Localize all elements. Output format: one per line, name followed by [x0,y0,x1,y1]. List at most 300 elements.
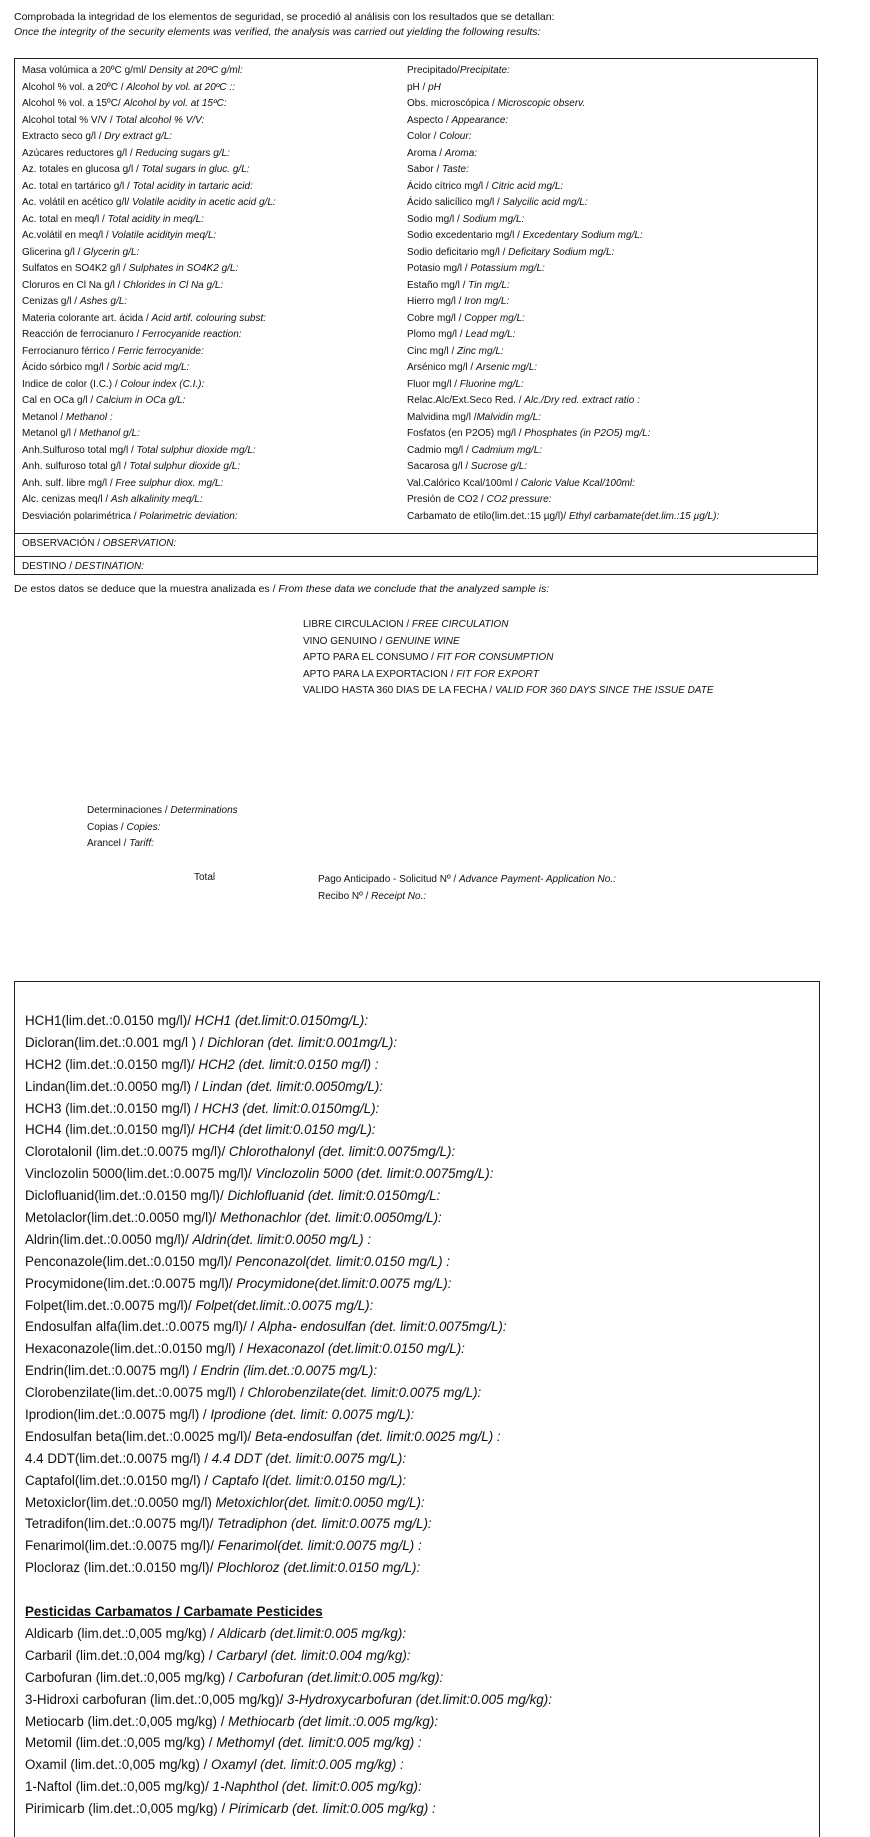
carbamate-row-en: Pirimicarb (det. limit:0.005 mg/kg) : [228,1801,436,1817]
result-row-en: Appearance: [451,114,509,126]
pesticide-row-en: Iprodione (det. limit: 0.0075 mg/L): [210,1407,415,1423]
payment-line [318,889,616,906]
result-row [407,327,719,344]
destination-label-es: DESTINO / [22,561,75,572]
result-row-es: Anh.Sulfuroso total mg/l / [22,444,137,456]
pesticide-row-es: HCH3 (lim.det.:0.0150 mg/l) / [25,1100,203,1116]
result-row-en: Citric acid mg/L: [491,180,564,192]
pesticide-row-en: HCH4 (det limit:0.0150 mg/L): [198,1122,376,1138]
pesticide-row-es: Hexaconazole(lim.det.:0.0150 mg/l) / [25,1341,247,1357]
result-row-en: Sodium mg/L: [462,213,525,225]
pesticide-row-es: Lindan(lim.det.:0.0050 mg/l) / [25,1078,203,1094]
carbamate-row-es: Aldicarb (lim.det.:0,005 mg/kg) / [25,1625,218,1641]
results-table [14,58,818,575]
payment-line-es: Pago Anticipado - Solicitud Nº / [318,874,459,885]
result-row-en: Caloric Value Kcal/100ml: [520,477,635,489]
observation-label-en: OBSERVATION: [102,538,177,549]
result-row-es: Indice de color (I.C.) / [22,378,121,390]
pesticide-row-en: Beta-endosulfan (det. limit:0.0025 mg/L) : [255,1428,501,1444]
carbamate-row-en: Methiocarb (det limit.:0.005 mg/kg): [228,1713,439,1729]
result-row [22,459,276,476]
carbamate-row [25,1711,552,1733]
result-row-es: Ac.volátil en meq/l / [22,230,112,241]
result-row-es: Sodio deficitario mg/l / [407,246,509,258]
result-row-en: Total sugars in gluc. g/L: [141,164,250,175]
results-right-column [407,63,719,525]
pesticide-row-es: Diclofluanid(lim.det.:0.0150 mg/l)/ [25,1188,228,1204]
intro-text [14,10,555,40]
pesticide-row-es: Dicloran(lim.det.:0.001 mg/l ) / [25,1034,208,1050]
pesticide-row-en: Alpha- endosulfan (det. limit:0.0075mg/L): [257,1319,507,1335]
result-row-es: Anh. sulf. libre mg/l / [22,477,116,489]
pesticide-row-es: Aldrin(lim.det.:0.0050 mg/l)/ [25,1231,193,1247]
pesticide-row-es: Captafol(lim.det.:0.0150 mg/l) / [25,1472,212,1488]
result-row-es: Ácido salicílico mg/l / [407,197,503,208]
carbamate-row-es: 1-Naftol (lim.det.:0,005 mg/kg)/ [25,1779,213,1795]
carbamate-row-es: Carbofuran (lim.det.:0,005 mg/kg) / [25,1669,237,1685]
result-row-es: Alcohol % vol. a 20ºC / [22,81,127,93]
pesticide-row-es: Penconazole(lim.det.:0.0150 mg/l)/ [25,1253,236,1269]
result-row-es: Sabor / [407,164,443,175]
result-row-en: Methanol : [65,411,113,423]
fee-item-es: Copias / [87,821,127,833]
pesticide-row-es: Folpet(lim.det.:0.0075 mg/l)/ [25,1297,196,1313]
carbamate-row-en: Methomyl (det. limit:0.005 mg/kg) : [216,1735,422,1751]
result-row-en: CO2 pressure: [486,494,552,505]
verdict-item-es: VALIDO HASTA 360 DIAS DE LA FECHA / [303,685,495,696]
results-left-column [22,63,276,525]
result-row [22,113,276,130]
result-row-en: Tin mg/L: [468,279,510,291]
result-row-en: Alcohol by vol. at 20ºC :: [126,81,235,93]
verdict-item-en: FIT FOR CONSUMPTION [436,652,554,663]
result-row [407,476,719,493]
verdict-item [303,650,714,667]
result-row [407,294,719,311]
pesticide-row [25,1229,552,1251]
result-row-es: Cal en OCa g/l / [22,395,96,406]
result-row-en: Fluorine mg/L: [459,378,524,390]
result-row [22,426,276,443]
result-row-es: Hierro mg/l / [407,296,465,307]
result-row [22,311,276,328]
result-row [407,195,719,212]
pesticide-row-en: Procymidone(det.limit:0.0075 mg/L): [236,1275,452,1291]
pesticide-row-en: Endrin (lim.det.:0.0075 mg/L): [200,1363,378,1379]
result-row-en: Free sulphur diox. mg/L: [115,477,224,489]
result-row-en: Ferrocyanide reaction: [142,329,242,340]
result-row-es: Precipitado/ [407,65,460,76]
result-row-es: Ácido sórbico mg/l / [22,362,113,373]
result-row [22,443,276,460]
result-row-es: Arsénico mg/l / [407,362,476,373]
conclusion-text [14,583,549,595]
result-row [407,63,719,80]
pesticide-row [25,1492,552,1514]
carbamate-row-es: Pirimicarb (lim.det.:0,005 mg/kg) / [25,1801,229,1817]
result-row-es: Masa volúmica a 20ºC g/ml/ [22,65,147,76]
result-row-es: Metanol g/l / [22,428,80,439]
result-row [407,377,719,394]
result-row [407,80,719,97]
result-row-en: Methanol g/L: [79,428,140,439]
result-row-en: Precipitate: [459,65,510,76]
result-row [407,393,719,410]
pesticide-row-en: Folpet(det.limit.:0.0075 mg/L): [195,1297,374,1313]
result-row [407,426,719,443]
result-row-es: Ferrocianuro férrico / [22,345,118,357]
result-row-es: Glicerina g/l / [22,246,84,258]
carbamate-row [25,1667,552,1689]
result-row-es: Estaño mg/l / [407,279,469,291]
pesticide-row-es: HCH4 (lim.det.:0.0150 mg/l)/ [25,1122,199,1138]
result-row [22,360,276,377]
pesticide-row-es: HCH1(lim.det.:0.0150 mg/l)/ [25,1013,195,1028]
pesticide-row-en: 4.4 DDT (det. limit:0.0075 mg/L): [211,1450,407,1466]
result-row [407,162,719,179]
pesticide-row-en: Lindan (det. limit:0.0050mg/L): [202,1078,384,1094]
result-row [407,245,719,262]
result-row [22,492,276,509]
pesticide-row-es: Metoxiclor(lim.det.:0.0050 mg/l) [25,1494,216,1510]
result-row [407,179,719,196]
carbamate-row [25,1645,552,1667]
result-row-en: Excedentary Sodium mg/L: [522,230,643,241]
result-row-en: Taste: [442,164,469,175]
result-row-es: Metanol / [22,411,66,423]
result-row [22,509,276,526]
result-row-es: Val.Calórico Kcal/100ml / [407,477,521,489]
pesticide-row-en: Penconazol(det. limit:0.0150 mg/L) : [235,1253,451,1269]
result-row [22,245,276,262]
result-row-es: Carbamato de etilo(lim.det.:15 µg/l)/ [407,510,569,522]
result-row-en: Microscopic observ. [497,98,586,109]
result-row-en: pH [428,81,441,93]
fee-item-en: Tariff: [129,838,154,849]
result-row-en: Copper mg/L: [464,312,525,324]
result-row-en: Acid artif. colouring subst: [151,312,267,324]
result-row-es: Presión de CO2 / [407,494,487,505]
fee-item-es: Arancel / [87,838,130,849]
result-row-en: Glycerin g/L: [83,246,140,258]
result-row-es: Ac. total en meq/l / [22,213,108,225]
result-row-es: pH / [407,81,429,93]
result-row-en: Total acidity in tartaric acid: [132,180,253,192]
fee-item [87,836,238,853]
pesticide-row-es: Endrin(lim.det.:0.0075 mg/l) / [25,1363,201,1379]
pesticide-row-en: Tetradiphon (det. limit:0.0075 mg/L): [217,1516,432,1532]
pesticide-row [25,1448,552,1470]
result-row-es: Sodio mg/l / [407,213,463,225]
pesticide-row [25,1251,552,1273]
result-row-en: Chlorides in Cl Na g/L: [123,279,224,291]
pesticide-list [25,1010,552,1820]
result-row-es: Materia colorante art. ácida / [22,312,152,324]
pesticide-row-es: Endosulfan beta(lim.det.:0.0025 mg/l)/ [25,1428,256,1444]
carbamate-row [25,1689,552,1711]
result-row-en: Ferric ferrocyanide: [117,345,204,357]
carbamate-heading: Pesticidas Carbamatos / Carbamate Pesticides [25,1604,323,1620]
result-row [22,129,276,146]
pesticide-row-en: Dichloran (det. limit:0.001mg/L): [207,1034,398,1050]
fee-item-es: Determinaciones / [87,805,171,816]
pesticide-row [25,1207,552,1229]
result-row-es: Alcohol % vol. a 15ºC/ [22,98,124,109]
result-row-en: Total sulphur dioxide mg/L: [136,444,256,456]
result-row-es: Az. totales en glucosa g/l / [22,164,142,175]
pesticide-row-en: Plochloroz (det.limit:0.0150 mg/L): [217,1560,421,1576]
result-row [407,146,719,163]
destination-label-en: DESTINATION: [74,561,145,572]
result-row-en: Colour index (C.I.): [120,378,205,390]
verdict-item-en: FREE CIRCULATION [411,619,509,630]
result-row [22,162,276,179]
result-row-es: Cadmio mg/l / [407,444,472,456]
pesticide-row [25,1098,552,1120]
destination-field [22,561,144,572]
carbamate-row-en: Oxamyl (det. limit:0.005 mg/kg) : [211,1757,404,1773]
pesticide-row [25,1557,552,1579]
carbamate-row-en: 3-Hydroxycarbofuran (det.limit:0.005 mg/kg): [286,1691,552,1707]
carbamate-row-es: Carbaril (lim.det.:0,004 mg/kg) / [25,1647,217,1663]
result-row-es: Desviación polarimétrica / [22,510,140,522]
result-row-en: Volatile acidity in acetic acid g/L: [132,197,276,208]
pesticide-row-es: Endosulfan alfa(lim.det.:0.0075 mg/l)/ / [25,1319,258,1335]
pesticide-row [25,1382,552,1404]
conclusion-en: From these data we conclude that the analyzed sample is: [278,583,550,595]
carbamate-row-en: Carbofuran (det.limit:0.005 mg/kg): [236,1669,444,1685]
conclusion-es: De estos datos se deduce que la muestra analizada es / [14,583,279,595]
result-row-es: Ac. total en tartárico g/l / [22,180,133,192]
payment-line-en: Advance Payment- Application No.: [458,874,616,885]
carbamate-row [25,1776,552,1798]
result-row [22,377,276,394]
result-row [407,459,719,476]
pesticide-row-en: Hexaconazol (det.limit:0.0150 mg/L): [246,1341,465,1357]
result-row [407,129,719,146]
result-row-en: Lead mg/L: [465,329,516,340]
carbamate-row-es: Oxamil (lim.det.:0,005 mg/kg) / [25,1757,212,1773]
pesticide-row [25,1470,552,1492]
result-row [22,294,276,311]
verdict-item [303,683,714,700]
result-row [407,509,719,526]
intro-english: Once the integrity of the security elements was verified, the analysis was carried out yielding the following results: [14,26,541,38]
carbamate-row [25,1798,552,1820]
result-row-es: Potasio mg/l / [407,263,471,274]
pesticide-row-es: Procymidone(lim.det.:0.0075 mg/l)/ [25,1275,237,1291]
result-row-en: Volatile acidityin meq/L: [111,230,217,241]
result-row-en: Sulphates in SO4K2 g/L: [128,263,239,274]
result-row-es: Color / [407,131,440,142]
fee-item-en: Copies: [126,821,161,833]
pesticide-row-es: Tetradifon(lim.det.:0.0075 mg/l)/ [25,1516,218,1532]
result-row [407,492,719,509]
payment-line-en: Receipt No.: [371,890,427,902]
verdict-item [303,667,714,684]
pesticide-row [25,1426,552,1448]
pesticide-row-en: Metoxichlor(det. limit:0.0050 mg/L): [215,1494,425,1510]
payment-line-es: Recibo Nº / [318,890,372,902]
observation-field [22,538,176,549]
result-row [407,278,719,295]
result-row-es: Anh. sulfuroso total g/l / [22,461,130,472]
result-row-en: Potassium mg/L: [470,263,545,274]
result-row-en: Deficitary Sodium mg/L: [508,246,615,258]
pesticide-row-en: Vinclozolin 5000 (det. limit:0.0075mg/L): [255,1166,494,1182]
result-row [407,212,719,229]
fee-item [87,803,238,820]
verdict-item-en: GENUINE WINE [385,635,460,647]
pesticide-row-en: Chlorobenzilate(det. limit:0.0075 mg/L): [247,1385,482,1401]
pesticide-row [25,1054,552,1076]
carbamate-row-es: Metomil (lim.det.:0,005 mg/kg) / [25,1735,217,1751]
carbamate-row [25,1732,552,1754]
fee-item-en: Determinations [170,805,238,816]
carbamate-row [25,1754,552,1776]
result-row-en: Aroma: [444,147,478,159]
result-row [22,410,276,427]
result-row [407,410,719,427]
result-row-es: Ac. volátil en acético g/l/ [22,197,133,208]
divider [15,556,817,557]
result-row-es: Alc. cenizas meq/l / [22,494,111,505]
pesticide-row [25,1535,552,1557]
pesticide-row-es: Iprodion(lim.det.:0.0075 mg/l) / [25,1407,211,1423]
result-row [407,96,719,113]
pesticide-row [25,1010,552,1032]
pesticide-row-es: Vinclozolin 5000(lim.det.:0.0075 mg/l)/ [25,1166,256,1182]
pesticide-row-en: Fenarimol(det. limit:0.0075 mg/L) : [217,1538,422,1554]
carbamate-row-en: Aldicarb (det.limit:0.005 mg/kg): [217,1625,407,1641]
pesticide-row [25,1076,552,1098]
total-label: Total [194,872,216,883]
payment-info [318,872,616,905]
result-row-es: Sodio excedentario mg/l / [407,230,523,241]
pesticide-row [25,1163,552,1185]
verdict-list [303,617,714,700]
pesticide-row-es: Metolaclor(lim.det.:0.0050 mg/l)/ [25,1210,220,1226]
verdict-item [303,617,714,634]
result-row-es: Ácido cítrico mg/l / [407,180,492,192]
result-row-en: Calcium in OCa g/L: [95,395,186,406]
carbamate-row-en: Carbaryl (det. limit:0.004 mg/kg): [216,1647,411,1663]
result-row-en: Alcohol by vol. at 15ºC: [123,98,227,109]
verdict-item-en: FIT FOR EXPORT [456,668,539,680]
result-row-en: Sorbic acid mg/L: [112,362,190,373]
result-row-en: Cadmium mg/L: [471,444,543,456]
result-row-es: Fosfatos (en P2O5) mg/l / [407,428,525,439]
pesticide-row [25,1185,552,1207]
verdict-item-es: APTO PARA LA EXPORTACION / [303,668,457,680]
pesticide-row-es: Clorotalonil (lim.det.:0.0075 mg/l)/ [25,1144,229,1160]
result-row [22,146,276,163]
result-row-en: Dry extract g/L: [104,131,173,142]
result-row-es: Obs. microscópica / [407,98,498,109]
divider [15,533,817,534]
pesticide-row [25,1119,552,1141]
result-row-en: Phosphates (in P2O5) mg/L: [524,428,651,439]
result-row [22,327,276,344]
result-row [407,113,719,130]
result-row [22,393,276,410]
result-row [407,443,719,460]
pesticide-row-es: HCH2 (lim.det.:0.0150 mg/l)/ [25,1056,199,1072]
result-row [22,63,276,80]
pesticide-row-en: Chlorothalonyl (det. limit:0.0075mg/L): [228,1144,456,1160]
result-row [22,261,276,278]
result-row-en: Alc./Dry red. extract ratio : [524,395,640,406]
result-row-es: Sacarosa g/l / [407,461,471,472]
result-row [407,344,719,361]
verdict-item-es: LIBRE CIRCULACION / [303,619,412,630]
result-row [407,360,719,377]
carbamate-row-en: 1-Naphthol (det. limit:0.005 mg/kg): [212,1779,422,1795]
pesticide-results-box [14,981,820,1837]
pesticide-row-en: Aldrin(det. limit:0.0050 mg/L) : [192,1231,372,1247]
result-row-es: Sulfatos en SO4K2 g/l / [22,263,129,274]
result-row-es: Cinc mg/l / [407,345,458,357]
result-row-es: Extracto seco g/l / [22,131,105,142]
result-row [22,278,276,295]
pesticide-row-en: Methonachlor (det. limit:0.0050mg/L): [219,1210,442,1226]
carbamate-row-es: 3-Hidroxi carbofuran (lim.det.:0,005 mg/kg)/ [25,1691,287,1707]
pesticide-row [25,1338,552,1360]
result-row-en: Total alcohol % V/V: [115,114,205,126]
result-row [407,261,719,278]
result-row-es: Reacción de ferrocianuro / [22,329,143,340]
observation-label-es: OBSERVACIÓN / [22,538,103,549]
result-row-es: Alcohol total % V/V / [22,114,116,126]
fees-list [87,803,238,853]
result-row-en: Iron mg/L: [464,296,510,307]
result-row-es: Cobre mg/l / [407,312,465,324]
pesticide-row-en: Captafo l(det. limit:0.0150 mg/L): [211,1472,407,1488]
result-row-es: Cenizas g/l / [22,296,80,307]
result-row [22,179,276,196]
pesticide-row-en: HCH1 (det.limit:0.0150mg/L): [194,1013,369,1028]
result-row-en: Density at 20ºC g/ml: [146,65,243,76]
result-row [22,80,276,97]
verdict-item [303,634,714,651]
pesticide-row-es: 4.4 DDT(lim.det.:0.0075 mg/l) / [25,1450,212,1466]
pesticide-row [25,1404,552,1426]
result-row-es: Cloruros en Cl Na g/l / [22,279,124,291]
result-row [22,228,276,245]
result-row-en: Reducing sugars g/L: [135,147,230,159]
result-row [22,212,276,229]
result-row-en: Ash alkalinity meq/L: [110,494,203,505]
verdict-item-es: APTO PARA EL CONSUMO / [303,652,437,663]
pesticide-row [25,1360,552,1382]
pesticide-row-en: Dichlofluanid (det. limit:0.0150mg/L: [227,1188,441,1204]
pesticide-row-es: Plocloraz (lim.det.:0.0150 mg/l)/ [25,1560,218,1576]
verdict-item-es: VINO GENUINO / [303,635,386,647]
result-row [22,195,276,212]
pesticide-row-en: HCH2 (det. limit:0.0150 mg/l) : [198,1056,379,1072]
pesticide-row [25,1141,552,1163]
result-row-en: Ashes g/L: [79,296,128,307]
carbamate-row-es: Metiocarb (lim.det.:0,005 mg/kg) / [25,1713,229,1729]
intro-spanish: Comprobada la integridad de los elementos de seguridad, se procedió al análisis con los resultados que se detallan: [14,11,555,23]
result-row-en: Ethyl carbamate(det.lim.:15 µg/L): [568,510,720,522]
result-row-en: Malvidin mg/L: [476,411,541,423]
result-row-en: Total acidity in meq/L: [107,213,204,225]
pesticide-row [25,1273,552,1295]
result-row-es: Plomo mg/l / [407,329,466,340]
result-row [22,344,276,361]
carbamate-row [25,1623,552,1645]
